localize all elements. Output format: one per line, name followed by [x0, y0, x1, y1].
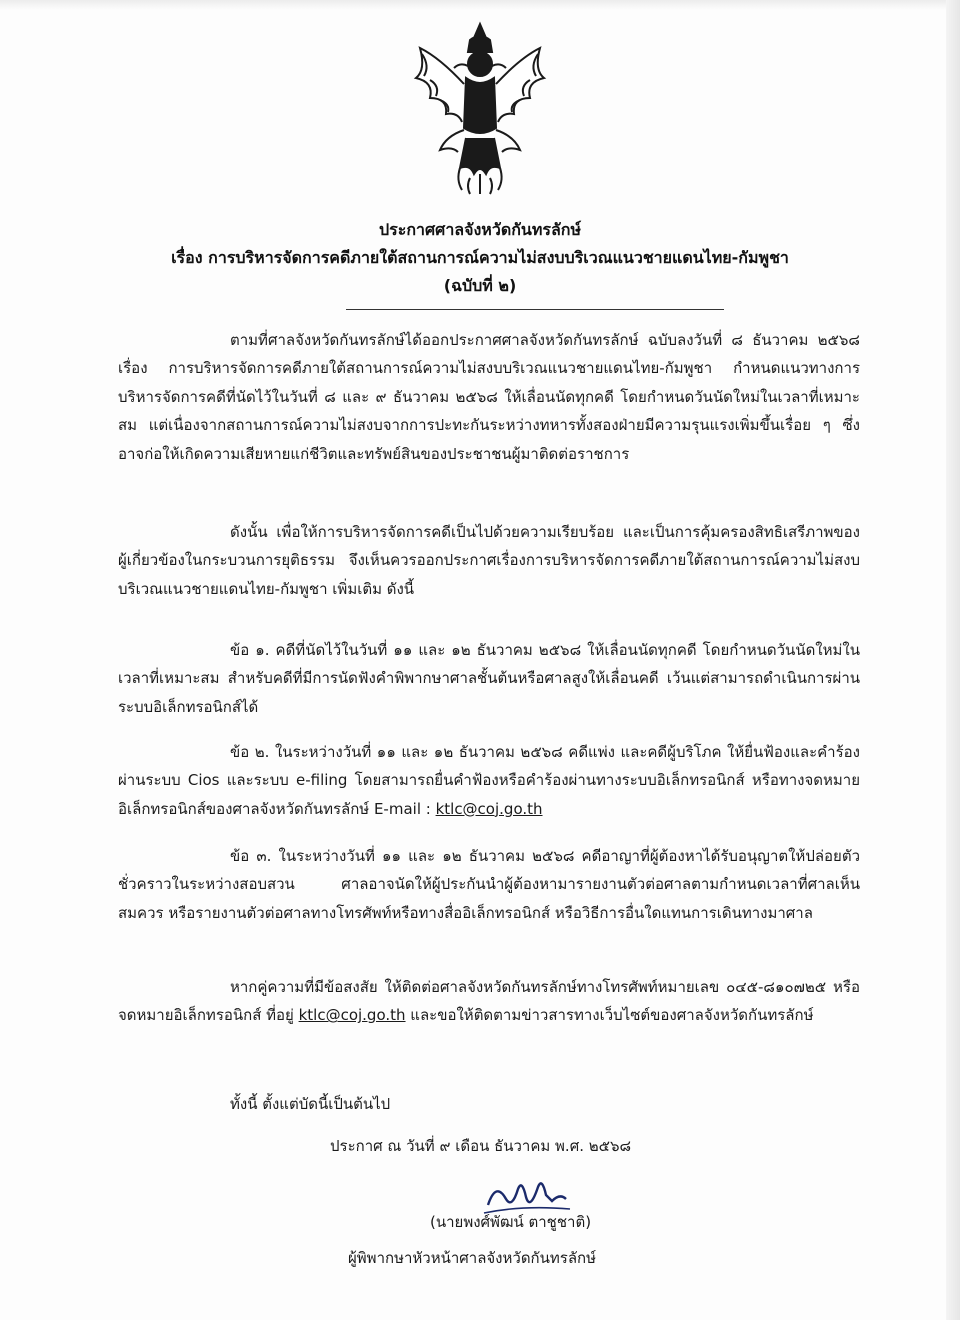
document-subject: เรื่อง การบริหารจัดการคดีภายใต้สถานการณ์ความไม่สงบบริเวณแนวชายแดนไทย-กัมพูชา [171, 248, 789, 267]
document-title: ประกาศศาลจังหวัดกันทรลักษ์ [378, 220, 582, 239]
paragraph-contact [118, 973, 860, 1030]
title-divider [346, 309, 724, 310]
garuda-emblem-icon [400, 18, 560, 198]
contact-text: หากคู่ความที่มีข้อสงสัย ให้ติดต่อศาลจังหวัดกันทรลักษ์ทางโทรศัพท์หมายเลข ๐๔๕-๘๑๐๗๒๕ หรือจดหมายอิเล็กทรอนิกส์ ที่อยู่ [118, 978, 860, 1025]
paragraph-clause-1: ข้อ ๑. คดีที่นัดไว้ในวันที่ ๑๑ และ ๑๒ ธันวาคม ๒๕๖๘ ให้เลื่อนนัดทุกคดี โดยกำหนดวันนัดใหม่ในเวลาที่เหมาะสม สำหรับคดีที่มีการนัดฟังคำพิพากษาศาลชั้นต้นหรือศาลสูงให้เลื่อนคดี เว้นแต่สามารถดำเนินการผ่านระบบอิเล็กทรอนิกส์ได้ [118, 641, 860, 716]
paragraph-clause-2 [118, 738, 860, 823]
email-link[interactable]: ktlc@coj.go.th [435, 799, 543, 818]
paragraph-background: ตามที่ศาลจังหวัดกันทรลักษ์ได้ออกประกาศศาลจังหวัดกันทรลักษ์ ฉบับลงวันที่ ๘ ธันวาคม ๒๕๖๘ เรื่อง การบริหารจัดการคดีภายใต้สถานการณ์ความไม่สงบบริเวณแนวชายแดนไทย-กัมพูชา กำหนดแนวทางการบริหารจัดการคดีที่นัดไว้ในวันที่ ๘ และ ๙ ธันวาคม ๒๕๖๘ ให้เลื่อนนัดทุกคดี โดยกำหนดวันนัดใหม่ในเวลาที่เหมาะสม แต่เนื่องจากสถานการณ์ความไม่สงบจากการปะทะกันระหว่างทหารทั้งสองฝ่ายมีความรุนแรงเพิ่มขึ้นเรื่อย ๆ ซึ่งอาจก่อให้เกิดความเสียหายแก่ชีวิตและทรัพย์สินของประชาชนผู้มาติดต่อราชการ [118, 331, 860, 463]
clause-2-text: ข้อ ๒. ในระหว่างวันที่ ๑๑ และ ๑๒ ธันวาคม ๒๕๖๘ คดีแพ่ง และคดีผู้บริโภค ให้ยื่นฟ้องและคำร้องผ่านระบบ Cios และระบบ e-filing โดยสามารถยื่นคำฟ้องหรือคำร้องผ่านทางระบบอิเล็กทรอนิกส์ หรือทางจดหมายอิเล็กทรอนิกส์ของศาลจังหวัดกันทรลักษ์ E-mail : [118, 743, 860, 818]
scan-right-edge [946, 0, 960, 1320]
signer-name: (นายพงศ์พัฒน์ ตาชูชาติ) [430, 1213, 592, 1231]
paragraph-purpose: ดังนั้น เพื่อให้การบริหารจัดการคดีเป็นไปด้วยความเรียบร้อย และเป็นการคุ้มครองสิทธิเสรีภาพของผู้เกี่ยวข้องในกระบวนการยุติธรรม จึงเห็นควรออกประกาศเรื่องการบริหารจัดการคดีภายใต้สถานการณ์ความไม่สงบบริเวณแนวชายแดนไทย-กัมพูชา เพิ่มเติม ดังนี้ [118, 523, 860, 598]
document-issue-number: (ฉบับที่ ๒) [443, 276, 517, 295]
announcement-date: ประกาศ ณ วันที่ ๙ เดือน ธันวาคม พ.ศ. ๒๕๖๘ [330, 1137, 632, 1155]
closing-statement: ทั้งนี้ ตั้งแต่บัดนี้เป็นต้นไป [230, 1095, 391, 1113]
paragraph-clause-3: ข้อ ๓. ในระหว่างวันที่ ๑๑ และ ๑๒ ธันวาคม ๒๕๖๘ คดีอาญาที่ผู้ต้องหาได้รับอนุญาตให้ปล่อยตัวชั่วคราวในระหว่างสอบสวน ศาลอาจนัดให้ผู้ประกันนำผู้ต้องหามารายงานตัวต่อศาลตามกำหนดเวลาที่ศาลเห็นสมควร หรือรายงานตัวต่อศาลทางโทรศัพท์หรือทางสื่ออิเล็กทรอนิกส์ หรือวิธีการอื่นใดแทนการเดินทางมาศาล [118, 847, 860, 922]
contact-text-tail: และขอให้ติดตามข่าวสารทางเว็บไซต์ของศาลจังหวัดกันทรลักษ์ [405, 1006, 814, 1025]
contact-email-link[interactable]: ktlc@coj.go.th [298, 1006, 406, 1025]
scan-top-edge [0, 0, 960, 10]
signer-title: ผู้พิพากษาหัวหน้าศาลจังหวัดกันทรลักษ์ [348, 1249, 596, 1267]
